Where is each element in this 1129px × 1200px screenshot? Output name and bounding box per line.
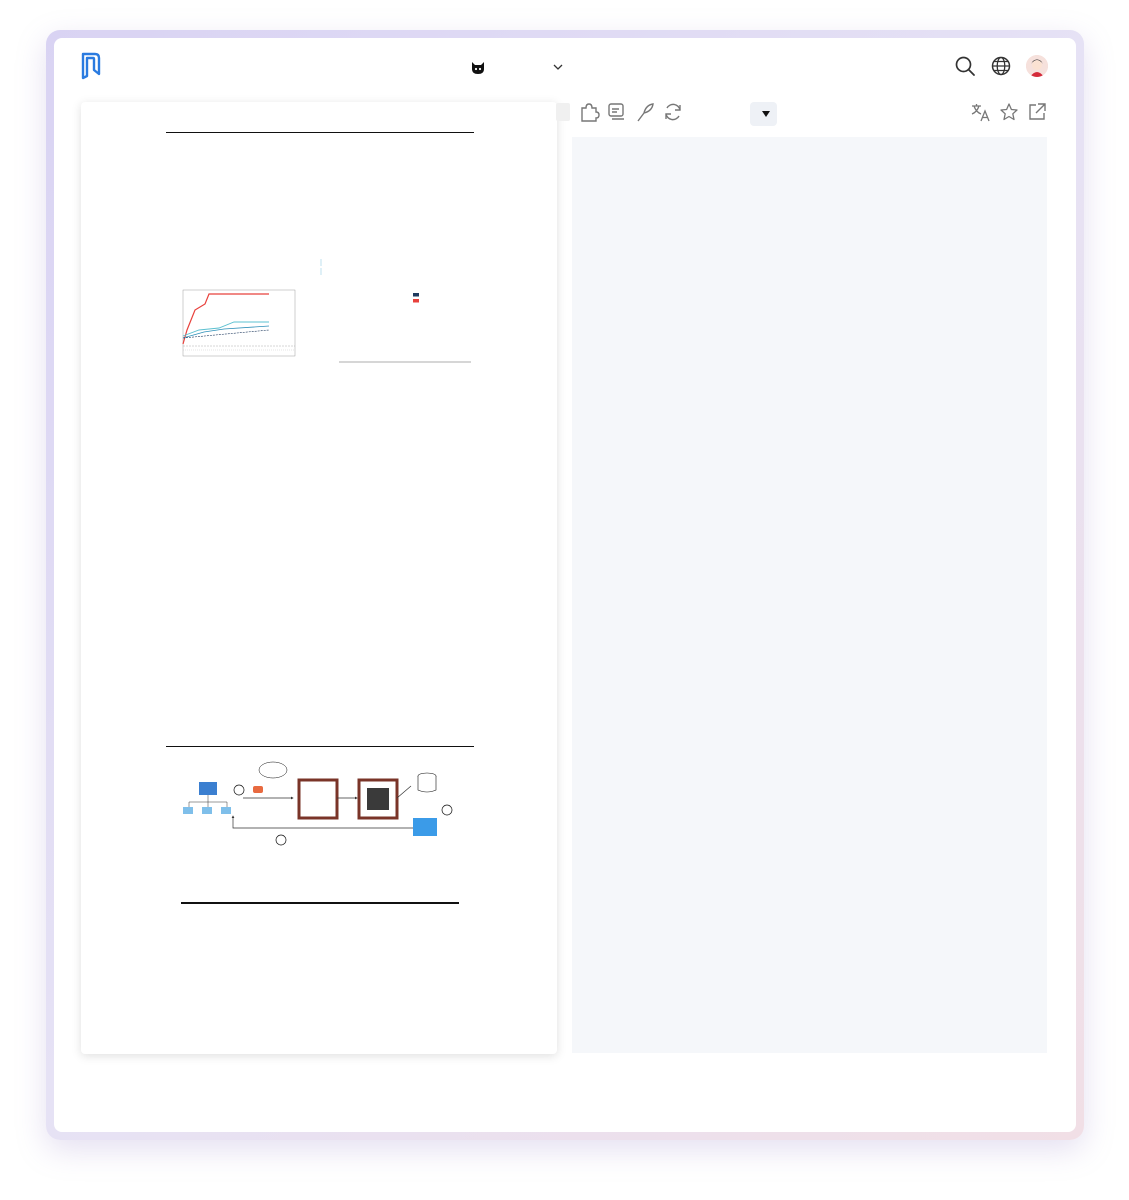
table-header-cell <box>251 903 321 904</box>
table-header-cell <box>320 903 390 904</box>
cat-icon[interactable] <box>469 58 487 76</box>
user-avatar[interactable] <box>1026 55 1048 77</box>
harness-url-link[interactable] <box>320 268 322 275</box>
star-icon[interactable] <box>998 101 1020 123</box>
expand-tab-button[interactable] <box>556 103 570 121</box>
brand-logo[interactable] <box>80 52 106 80</box>
avatar-illustration-icon <box>1026 55 1048 77</box>
nav-links <box>469 58 564 76</box>
globe-icon[interactable] <box>990 55 1012 77</box>
fig1-right-legend <box>413 293 419 303</box>
openread-logo-icon <box>80 52 102 80</box>
external-link-icon[interactable] <box>1026 101 1048 123</box>
folder-icon <box>183 807 193 814</box>
top-nav <box>54 38 1076 98</box>
puzzle-icon[interactable] <box>578 101 600 123</box>
folder-icon <box>221 807 231 814</box>
search-icon[interactable] <box>954 55 976 77</box>
network-icon <box>367 788 389 810</box>
table-header-cell <box>390 903 460 904</box>
paper-links <box>166 258 476 276</box>
folder-icon <box>413 818 437 836</box>
summary-mode-dropdown[interactable] <box>750 102 777 126</box>
legend-swatch-ours <box>413 299 419 303</box>
summary-toolbar <box>556 98 1056 130</box>
fig1-left-plot <box>183 290 295 356</box>
title-rule-top <box>166 132 474 133</box>
figure-1 <box>169 280 475 372</box>
refresh-icon[interactable] <box>662 101 684 123</box>
chat-icon[interactable] <box>606 101 628 123</box>
chevron-down-icon <box>552 61 564 73</box>
folder-icon <box>199 782 217 795</box>
harness-box <box>299 780 337 818</box>
table-header-row <box>181 903 459 904</box>
summary-panel[interactable] <box>572 137 1047 1053</box>
series-line-openevolve <box>183 326 269 338</box>
agent-icon <box>253 786 263 793</box>
page2-rule <box>166 746 474 747</box>
table-header-cell <box>181 903 251 904</box>
comparison-table <box>181 902 459 904</box>
figure-2 <box>181 760 471 860</box>
step-2-marker <box>442 805 452 815</box>
step-1-marker <box>234 785 244 795</box>
legend-swatch-human <box>413 293 419 297</box>
app-window <box>54 38 1076 1132</box>
nav-more-menu[interactable] <box>549 61 564 73</box>
project-url-link[interactable] <box>320 259 322 266</box>
translate-icon[interactable] <box>970 101 992 123</box>
nav-actions <box>954 55 1048 77</box>
caret-down-icon <box>761 109 771 119</box>
folder-icon <box>202 807 212 814</box>
thought-bubble-icon <box>259 762 287 778</box>
pdf-viewer[interactable] <box>81 102 557 1054</box>
step-3-marker <box>276 835 286 845</box>
quill-icon[interactable] <box>634 101 656 123</box>
